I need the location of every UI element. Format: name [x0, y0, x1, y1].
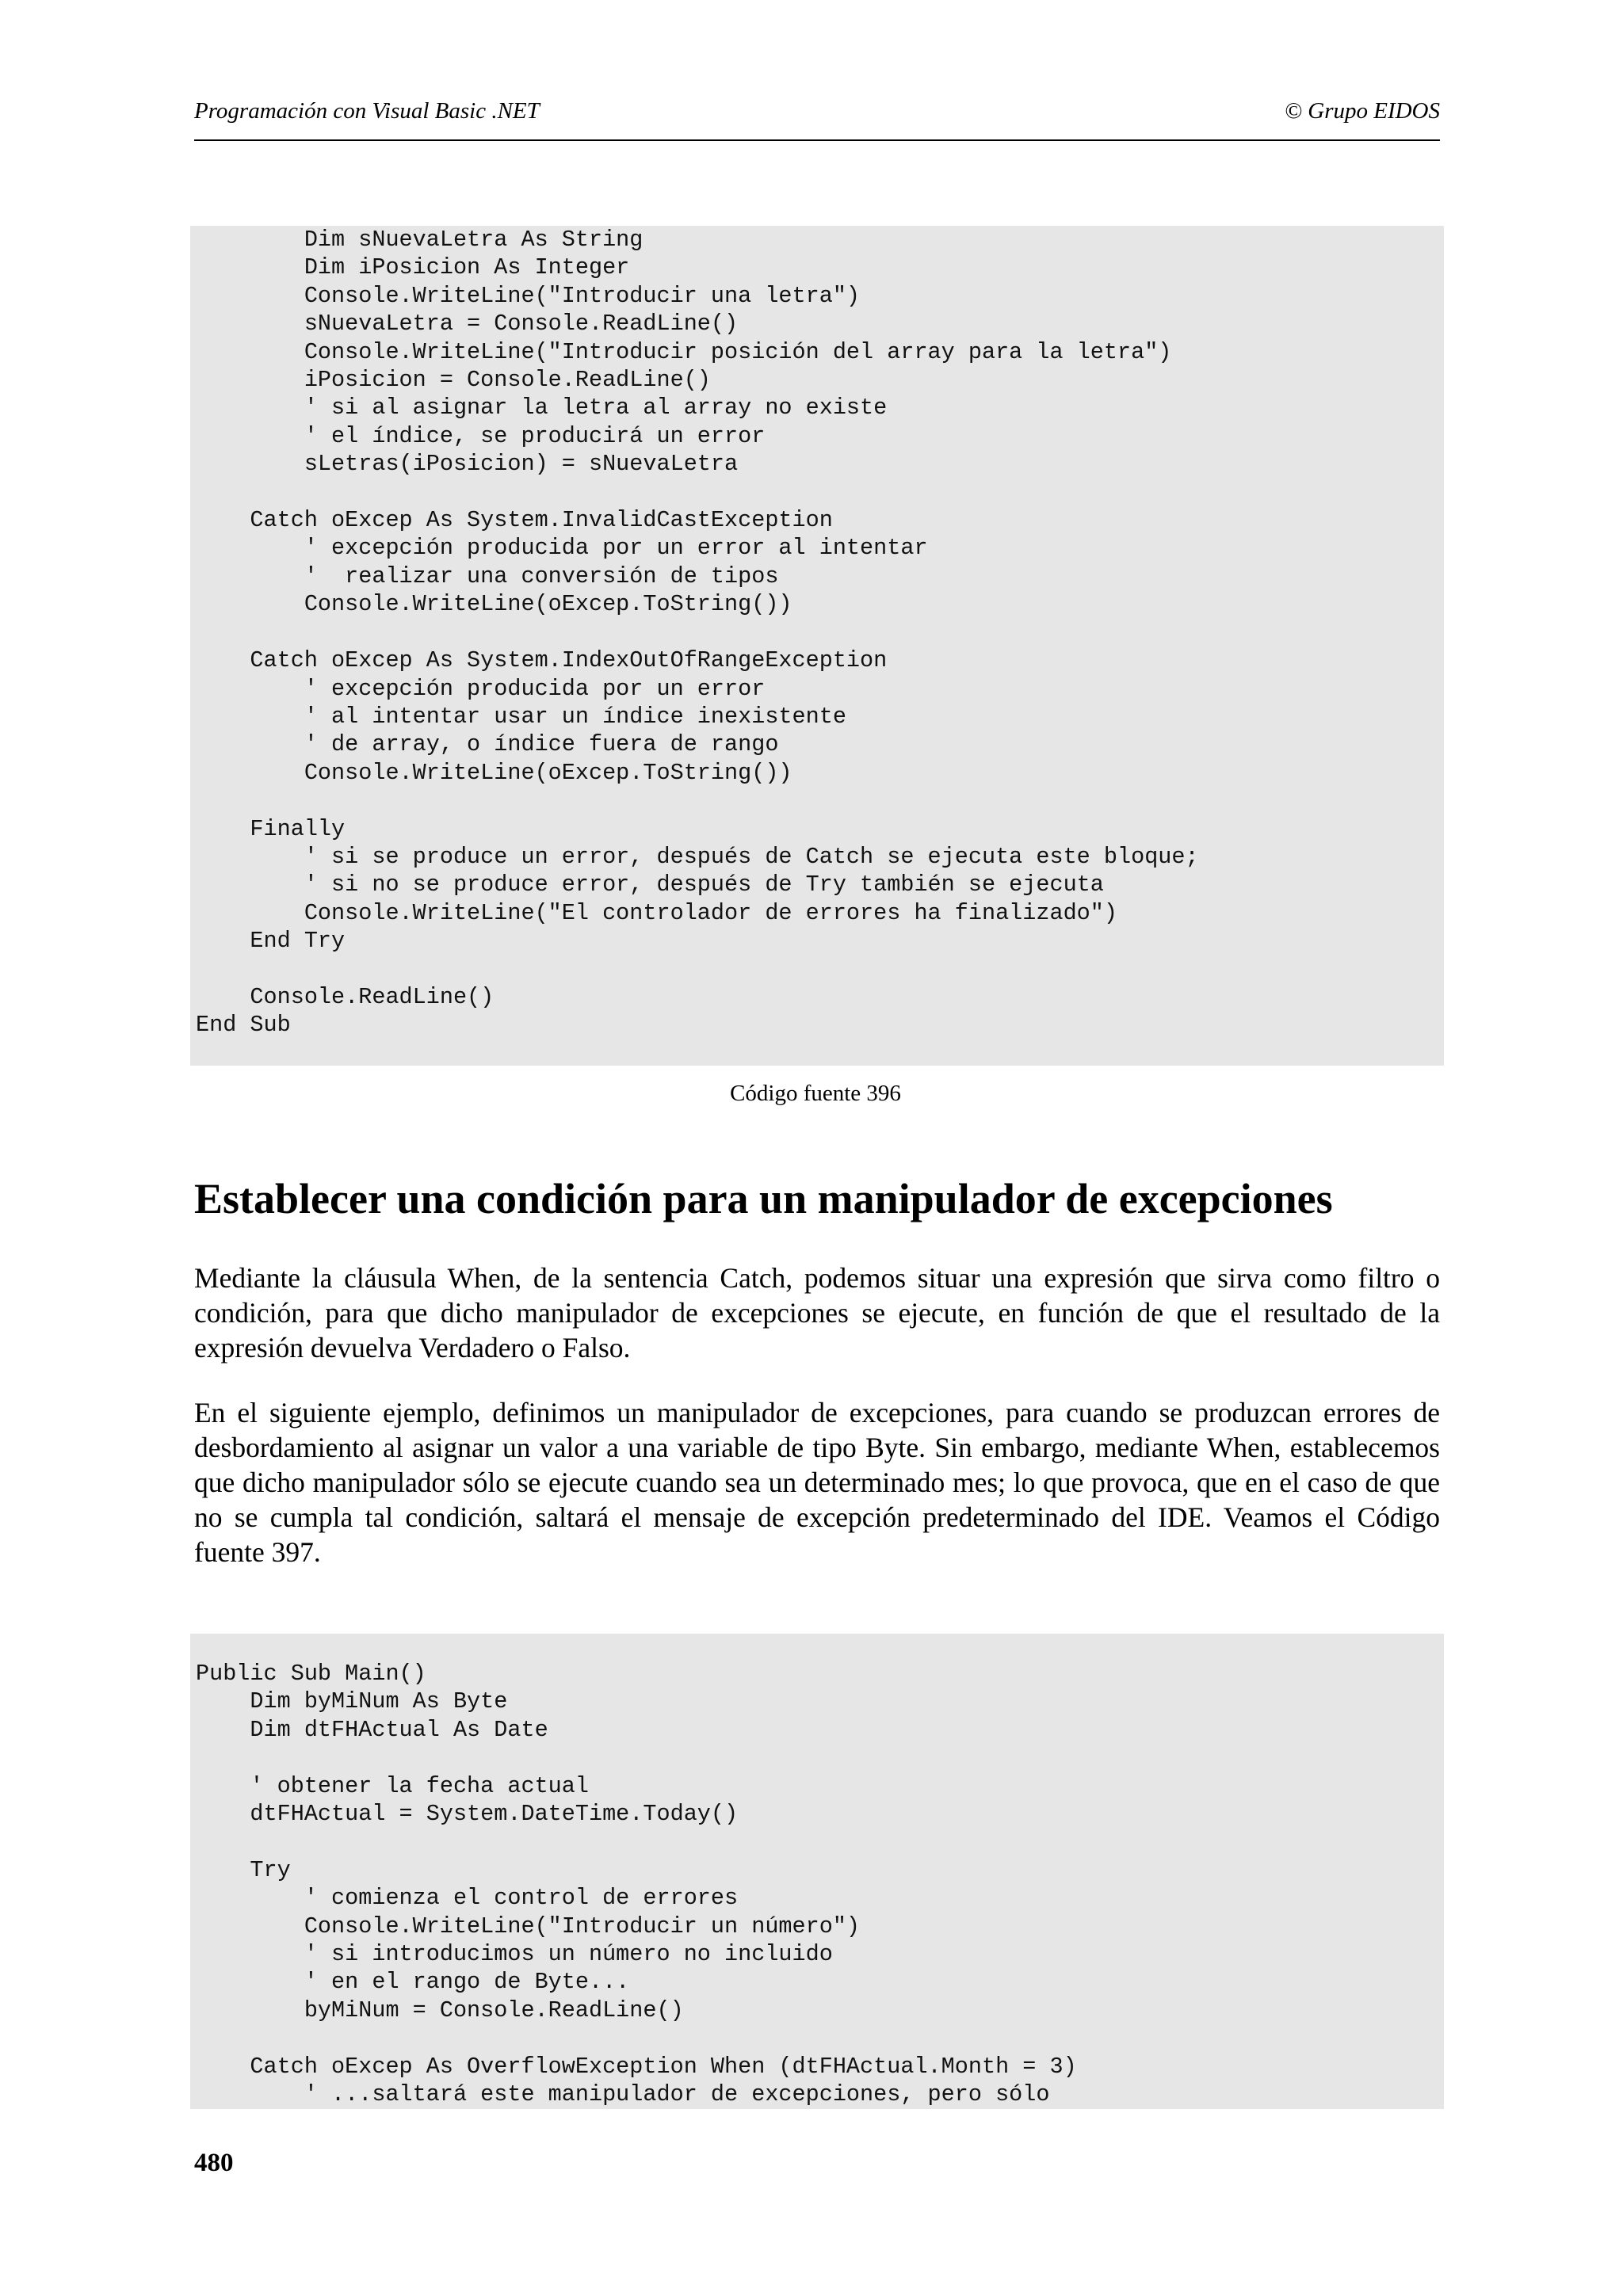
code-listing-396 [190, 226, 1444, 1066]
section-heading: Establecer una condición para un manipulador de excepciones [194, 1175, 1333, 1222]
running-head-book-title: Programación con Visual Basic .NET [194, 98, 540, 124]
page-header [194, 95, 1440, 141]
body-paragraph: Mediante la cláusula When, de la sentencia Catch, podemos situar una expresión que sirva como filtro o condición, para que dicho manipulador de excepciones se ejecute, en función de que el resultado de la expresión devuelva Verdadero o Falso. [194, 1262, 1440, 1363]
running-head-publisher: © Grupo EIDOS [1284, 98, 1440, 124]
page-number: 480 [194, 2149, 234, 2177]
code-text: Public Sub Main() Dim byMiNum As Byte Dim dtFHActual As Date ' obtener la fecha actual dtFHActual = System.DateTime.Today() Try ' comienza el control de errores Console.WriteLine("Introducir un número") ' si introducimos un número no incluido ' en el rango de Byte... byMiNum = Console.ReadLine() Catch oExcep As OverflowException When (dtFHActual.Month = 3) ' ...saltará este manipulador de excepciones, pero sólo [196, 1661, 1077, 2108]
body-paragraph: En el siguiente ejemplo, definimos un manipulador de excepciones, para cuando se produzcan errores de desbordamiento al asignar un valor a una variable de tipo Byte. Sin embargo, mediante When, establecemos que dicho manipulador sólo se ejecute cuando sea un determinado mes; lo que provoca, que en el caso de que no se cumpla tal condición, saltará el mensaje de excepción predeterminado del IDE. Veamos el Código fuente 397. [194, 1397, 1440, 1568]
code-text: Dim sNuevaLetra As String Dim iPosicion As Integer Console.WriteLine("Introducir una letra") sNuevaLetra = Console.ReadLine() Console.WriteLine("Introducir posición del array para la letra") iPosicion = Console.ReadLine() ' si al asignar la letra al array no existe ' el índice, se producirá un error sLetras(iPosicion) = sNuevaLetra Catch oExcep As System.InvalidCastException ' excepción producida por un error al intentar ' realizar una conversión de tipos Console.WriteLine(oExcep.ToString()) Catch oExcep As System.IndexOutOfRangeException ' excepción producida por un error ' al intentar usar un índice inexistente ' de array, o índice fuera de rango Console.WriteLine(oExcep.ToString()) Finally ' si se produce un error, después de Catch se ejecuta este bloque; ' si no se produce error, después de Try también se ejecuta Console.WriteLine("El controlador de errores ha finalizado") End Try Console.ReadLine() End Sub [196, 227, 1199, 1039]
code-listing-397 [190, 1634, 1444, 2109]
code-caption: Código fuente 396 [730, 1081, 901, 1106]
